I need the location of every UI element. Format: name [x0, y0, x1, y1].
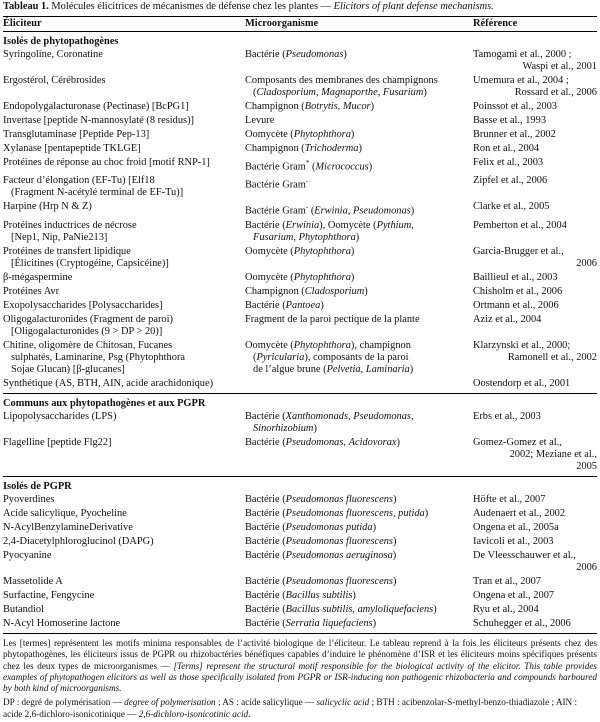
elicitor-cell	[3, 494, 245, 506]
table-row	[3, 314, 597, 338]
gram-sign: -	[305, 177, 309, 186]
microorganism-cell	[245, 508, 473, 520]
cell-line: Bactérie (Pseudomonas fluorescens)	[245, 575, 397, 587]
taxon-name: subtilis	[322, 603, 353, 615]
footnote-text: Les [termes] représentent les motifs minima responsables de l’activité biologique de l’éliciteur. Le tableau reprend à la fois les éliciteurs présents chez des phytopathogènes, les éliciteurs issus de PGPR ou rhizobactéries bénéfiques capables d’induire le phénomène d’ISR et les éliciteurs moins spécifiques présents chez les deux types de microorganismes — [Terms] represent the structural motif responsible for the biological activity of the elicitor. This table provides examples of phytopathogen elicitors as well as those specifically isolated from PGPR or ISR-inducing non pathogenic rhizobacteria and compounds harboured by both kind of microorganisms.	[3, 637, 597, 694]
taxon-name: putida	[398, 507, 425, 519]
reference-cell	[473, 604, 597, 616]
cell-line: Syringoline, Coronatine	[3, 49, 103, 60]
cell-line: Surfactine, Fengycine	[3, 589, 95, 601]
cell-line: Exopolysaccharides [Polysaccharides]	[3, 299, 163, 311]
caption-label: Tableau 1.	[3, 1, 49, 12]
cell-line: Poinssot et al., 2003	[473, 101, 557, 112]
abbreviations-text: DP : degré de polymérisation — degree of polymerisation ; AS : acide salicylique — salicyclic acid ; BTH : acibenzolar-S-methyl-benzo-thiadiazole ; AIN : acide 2,6-dichloro-isonicotinique — 2,6-dichloro-isonicotinic acid.	[3, 697, 578, 719]
elicitor-cell	[3, 49, 245, 73]
elicitor-cell	[3, 300, 245, 312]
cell-line: Bactérie (Serratia liquefaciens)	[245, 617, 377, 629]
cell-line: Bactérie Gram* (Micrococcus)	[245, 159, 373, 173]
elicitor-cell	[3, 75, 245, 99]
microorganism-cell	[245, 576, 473, 588]
elicitor-cell	[3, 157, 245, 173]
cell-line: Champignon (Trichoderma)	[245, 143, 362, 154]
microorganism-cell	[245, 272, 473, 284]
table-row	[3, 340, 597, 376]
elicitor-cell	[3, 246, 245, 270]
taxon-name: fluorescens	[346, 493, 393, 505]
reference-cell	[473, 550, 597, 574]
header-microorganism: Microorganisme	[245, 18, 319, 29]
cell-line: Iavicoli et al., 2003	[473, 535, 554, 547]
reference-cell	[473, 378, 597, 390]
table-row	[3, 590, 597, 602]
footnote-english: [Terms] represent the structural motif responsible for the biological activity of the elicitor. This table provides examples of phytopathogen elicitors as well as those specifically isolated from PGPR or ISR-inducing non pathogenic rhizobacteria and compounds harboured by both kind of microorganisms.	[3, 660, 597, 694]
cell-line: 2005	[576, 460, 597, 472]
taxon-name: Cladosporium	[256, 87, 316, 98]
microorganism-cell	[245, 246, 473, 270]
taxon-name: Sinorhizobium	[253, 422, 314, 434]
cell-line: Oostendorp et al., 2001	[473, 377, 571, 389]
header-elicitor: Éliciteur	[3, 18, 42, 29]
microorganism-cell	[245, 314, 473, 338]
cell-line: Facteur d’élongation (EF-Tu) [Elf18	[3, 175, 155, 187]
cell-line: [Oligogalacturonides (9 > DP > 20)]	[11, 325, 163, 337]
reference-cell	[473, 157, 597, 173]
cell-line: Klarzynski et al., 2000;	[473, 339, 571, 351]
cell-line: Baillieul et al., 2003	[473, 271, 558, 283]
elicitor-cell	[3, 590, 245, 602]
taxon-name: putida	[346, 521, 373, 533]
cell-line: Bactérie (Pseudomonas, Acidovorax)	[245, 436, 400, 448]
microorganism-cell	[245, 201, 473, 217]
taxon-name: Pseudomonas	[285, 549, 344, 561]
reference-cell	[473, 437, 597, 473]
cell-line: Ergostérol, Cérébrosides	[3, 75, 106, 86]
table-row	[3, 220, 597, 244]
cell-line: Massetolide A	[3, 575, 63, 587]
cell-line: Bactérie (Pseudomonas putida)	[245, 521, 377, 533]
microorganism-cell	[245, 220, 473, 244]
cell-line: Bactérie (Bacillus subtilis, amyloliquefaciens)	[245, 603, 437, 615]
elicitor-cell	[3, 437, 245, 473]
cell-line: sulphatés, Laminarine, Psg (Phytophthora	[11, 351, 186, 363]
elicitor-cell	[3, 175, 245, 199]
table-row	[3, 129, 597, 141]
section-title: Isolés de phytopathogènes	[3, 36, 119, 47]
table-row	[3, 49, 597, 73]
cell-line: Ongena et al., 2007	[473, 589, 555, 601]
cell-line: Bactérie Gram- (Erwinia, Pseudomonas)	[245, 203, 415, 217]
cell-line: Protéines inductrices de nécrose	[3, 219, 137, 231]
cell-line: Sojae Glucan) [β-glucanes]	[11, 363, 125, 375]
table-row	[3, 618, 597, 630]
cell-line: Pemberton et al., 2004	[473, 219, 567, 231]
reference-cell	[473, 576, 597, 588]
taxon-name: Pseudomonas	[285, 493, 344, 505]
cell-line: Bactérie (Pseudomonas aeruginosa)	[245, 549, 397, 561]
table-row	[3, 378, 597, 390]
cell-line: Endopolygalacturonase (Pectinase) [BcPG1]	[3, 101, 189, 112]
reference-cell	[473, 300, 597, 312]
elicitor-cell	[3, 286, 245, 298]
taxon-name: Micrococcus	[315, 161, 369, 173]
microorganism-cell	[245, 143, 473, 155]
cell-line: Ron et al., 2004	[473, 143, 540, 154]
table-row	[3, 75, 597, 99]
taxon-name: subtilis	[322, 589, 353, 601]
table-document	[3, 0, 597, 720]
microorganism-cell	[245, 590, 473, 602]
cell-line: de l’algue brune (Pelvetia, Laminaria)	[253, 363, 414, 375]
cell-line: Schuhegger et al., 2006	[473, 617, 571, 629]
taxon-name: Phytophthora	[293, 245, 351, 257]
taxon-name: Bacillus	[285, 603, 320, 615]
cell-line: Bactérie (Pantoea)	[245, 299, 324, 311]
table-row	[3, 272, 597, 284]
microorganism-cell	[245, 175, 473, 199]
reference-cell	[473, 175, 597, 199]
cell-line: Bactérie Gram-	[245, 177, 309, 191]
table-row	[3, 201, 597, 217]
table-row	[3, 411, 597, 435]
cell-line: Lipopolysaccharides (LPS)	[3, 410, 117, 422]
cell-line: 2,4-Diacetylphloroglucinol (DAPG)	[3, 535, 154, 547]
cell-line: Invertase [peptide N-mannosylaté (8 residus)]	[3, 115, 195, 126]
cell-line: Bactérie (Bacillus subtilis)	[245, 589, 356, 601]
microorganism-cell	[245, 536, 473, 548]
elicitor-cell	[3, 272, 245, 284]
cell-line: Bactérie (Xanthomonads, Pseudomonas,	[245, 410, 414, 422]
reference-cell	[473, 246, 597, 270]
elicitor-cell	[3, 115, 245, 127]
taxon-name: Pseudomonas	[352, 205, 411, 217]
cell-line: Bactérie (Pseudomonas fluorescens, putida)	[245, 507, 429, 519]
reference-cell	[473, 75, 597, 99]
microorganism-cell	[245, 411, 473, 435]
reference-cell	[473, 411, 597, 435]
cell-line: Flagelline [peptide Flg22]	[3, 436, 112, 448]
reference-cell	[473, 272, 597, 284]
cell-line: Gomez-Gomez et al.,	[473, 436, 562, 448]
taxon-name: Acidovorax	[348, 436, 397, 448]
taxon-name: Pseudomonas	[353, 410, 411, 422]
table-row	[3, 175, 597, 199]
table-row	[3, 536, 597, 548]
cell-line: Protéines de transfert lipidique	[3, 245, 131, 257]
cell-line: Acide salicylique, Pyocheline	[3, 507, 127, 519]
cell-line: N-Acyl Homoserine lactone	[3, 617, 121, 629]
table-row	[3, 157, 597, 173]
cell-line: De Vleesschauwer et al.,	[473, 549, 576, 561]
reference-cell	[473, 494, 597, 506]
microorganism-cell	[245, 378, 473, 390]
cell-line: Bactérie (Pseudomonas fluorescens)	[245, 493, 397, 505]
elicitor-cell	[3, 411, 245, 435]
microorganism-cell	[245, 157, 473, 173]
taxon-name: amyloliquefaciens	[357, 603, 434, 615]
cell-line: Bactérie (Erwinia), Oomycète (Pythium,	[245, 219, 414, 231]
elicitor-cell	[3, 576, 245, 588]
table-row	[3, 550, 597, 574]
cell-line: Sinorhizobium)	[253, 422, 317, 434]
cell-line: Transglutaminase [Peptide Pep-13]	[3, 129, 150, 140]
cell-line: Chisholm et al., 2006	[473, 285, 563, 297]
cell-line: Umemura et al., 2004 ;	[473, 75, 569, 86]
microorganism-cell	[245, 522, 473, 534]
cell-line: Rossard et al., 2006	[514, 87, 597, 98]
microorganism-cell	[245, 75, 473, 99]
cell-line: Erbs et al., 2003	[473, 410, 541, 422]
reference-cell	[473, 201, 597, 217]
cell-line: (Cladosporium, Magnaporthe, Fusarium)	[253, 87, 427, 98]
table-row	[3, 115, 597, 127]
taxon-name: Pseudomonas	[285, 575, 344, 587]
reference-cell	[473, 522, 597, 534]
cell-line: Ramonell et al., 2002	[507, 351, 597, 363]
cell-line: Pyoverdines	[3, 493, 55, 505]
cell-line: β-mégaspermine	[3, 271, 73, 283]
cell-line: Champignon (Cladosporium)	[245, 285, 368, 297]
cell-line: [Nep1, Nip, PaNie213]	[11, 231, 108, 243]
elicitor-cell	[3, 314, 245, 338]
table-row	[3, 286, 597, 298]
taxon-name: Mucor	[342, 101, 371, 112]
cell-line: (Fragment N-acétylé terminal de EF-Tu)]	[11, 187, 184, 199]
microorganism-cell	[245, 604, 473, 616]
cell-line: Oomycète (Phytophthora), champignon	[245, 339, 411, 351]
cell-line: 2006	[576, 561, 597, 573]
cell-line: Basse et al., 1993	[473, 115, 547, 126]
taxon-name: Magnaporthe	[321, 87, 378, 98]
taxon-name: Laminaria	[365, 363, 410, 375]
table-row	[3, 437, 597, 473]
microorganism-cell	[245, 286, 473, 298]
table-row	[3, 522, 597, 534]
taxon-name: aeruginosa	[346, 549, 393, 561]
cell-line: Oomycète (Phytophthora)	[245, 129, 355, 140]
taxon-name: Pseudomonas	[285, 507, 344, 519]
section-title: Communs aux phytopathogènes et aux PGPR	[3, 397, 206, 409]
cell-line: Clarke et al., 2005	[473, 201, 550, 213]
reference-cell	[473, 590, 597, 602]
cell-line: Ryu et al., 2004	[473, 603, 539, 615]
reference-cell	[473, 314, 597, 338]
elicitor-cell	[3, 129, 245, 141]
header-rule	[3, 31, 597, 32]
microorganism-cell	[245, 101, 473, 113]
reference-cell	[473, 220, 597, 244]
cell-line: 2002; Meziane et al.,	[509, 448, 597, 460]
reference-cell	[473, 129, 597, 141]
elicitor-cell	[3, 522, 245, 534]
cell-line: N-AcylBenzylamineDerivative	[3, 521, 133, 533]
taxon-name: Serratia	[285, 617, 320, 629]
cell-line: Felix et al., 2003	[473, 157, 544, 168]
reference-cell	[473, 143, 597, 155]
cell-line: (Pyricularia), composants de la paroi	[253, 351, 409, 363]
cell-line: Bactérie (Pseudomonas fluorescens)	[245, 535, 397, 547]
cell-line: Protéines Avr	[3, 285, 60, 297]
taxon-name: fluorescens	[346, 535, 393, 547]
cell-line: Pyocyanine	[3, 549, 52, 561]
table-caption	[3, 0, 597, 16]
section-divider	[3, 393, 597, 394]
reference-cell	[473, 340, 597, 376]
cell-line: Levure	[245, 115, 275, 126]
cell-line: Protéines de réponse au choc froid [motif RNP-1]	[3, 157, 210, 168]
taxon-name: Phytophthora	[298, 231, 356, 243]
cell-line: Harpine (Hrp N & Z)	[3, 201, 92, 213]
table-footnote	[3, 638, 597, 694]
cell-line: Audenaert et al., 2002	[473, 507, 566, 519]
taxon-name: Trichoderma	[304, 143, 359, 154]
elicitor-cell	[3, 101, 245, 113]
taxon-name: Erwinia	[314, 205, 348, 217]
table-row	[3, 494, 597, 506]
microorganism-cell	[245, 300, 473, 312]
cell-line: Zipfel et al., 2006	[473, 175, 548, 187]
table-header	[3, 17, 597, 31]
cell-line: [Élicitines (Cryptogéine, Capsicéine)]	[11, 257, 169, 269]
table-row	[3, 508, 597, 520]
elicitor-cell	[3, 143, 245, 155]
cell-line: Butandiol	[3, 603, 44, 615]
abbrev-english: salicyclic acid	[316, 697, 372, 708]
microorganism-cell	[245, 494, 473, 506]
cell-line: Oomycète (Phytophthora)	[245, 271, 355, 283]
cell-line: Bactérie (Pseudomonas)	[245, 49, 347, 60]
taxon-name: Pseudomonas	[285, 49, 344, 60]
reference-cell	[473, 508, 597, 520]
gram-sign: -	[305, 203, 309, 212]
taxon-name: Pantoea	[285, 299, 321, 311]
reference-cell	[473, 536, 597, 548]
abbrev-english: 2,6-dichloro-isonicotinic acid	[138, 708, 249, 719]
table-row	[3, 246, 597, 270]
cell-line: Brunner et al., 2002	[473, 129, 556, 140]
cell-line: Champignon (Botrytis, Mucor)	[245, 101, 375, 112]
cell-line: Aziz et al., 2004	[473, 313, 542, 325]
elicitor-cell	[3, 550, 245, 574]
taxon-name: Pythium	[376, 219, 412, 231]
taxon-name: Phytophthora	[293, 129, 351, 140]
microorganism-cell	[245, 618, 473, 630]
taxon-name: Erwinia	[285, 219, 320, 231]
cell-line: Chitine, oligomère de Chitosan, Fucanes	[3, 339, 173, 351]
cell-line: Höfte et al., 2007	[473, 493, 546, 505]
abbreviations-note	[3, 697, 597, 720]
microorganism-cell	[245, 437, 473, 473]
cell-line: Fusarium, Phytophthora)	[253, 231, 360, 243]
cell-line: Tran et al., 2007	[473, 575, 542, 587]
table-row	[3, 300, 597, 312]
taxon-name: Fusarium	[253, 231, 294, 243]
taxon-name: Fusarium	[382, 87, 424, 98]
taxon-name: fluorescens	[346, 575, 393, 587]
cell-line: Composants des membranes des champignons	[245, 75, 438, 86]
section-title: Isolés de PGPR	[3, 480, 72, 492]
caption-text: Molécules élicitrices de mécanismes de défense chez les plantes —	[48, 1, 334, 12]
elicitor-cell	[3, 220, 245, 244]
caption-text-en: Elicitors of plant defense mechanisms.	[333, 1, 494, 12]
microorganism-cell	[245, 129, 473, 141]
reference-cell	[473, 49, 597, 73]
table-body	[3, 36, 597, 630]
cell-line: Synthétique (AS, BTH, AIN, acide arachidonique)	[3, 377, 214, 389]
bottom-rule	[3, 633, 597, 634]
elicitor-cell	[3, 508, 245, 520]
microorganism-cell	[245, 49, 473, 73]
gram-sign: *	[305, 159, 310, 167]
table-row	[3, 576, 597, 588]
cell-line: Oomycète (Phytophthora)	[245, 245, 355, 257]
microorganism-cell	[245, 115, 473, 127]
elicitor-cell	[3, 201, 245, 217]
taxon-name: Xanthomonads	[285, 410, 349, 422]
taxon-name: Pseudomonas	[285, 535, 344, 547]
taxon-name: Pelvetia	[326, 363, 361, 375]
taxon-name: Phytophthora	[293, 339, 351, 351]
cell-line: Tamogami et al., 2000 ;	[473, 49, 572, 60]
taxon-name: Pseudomonas	[285, 521, 344, 533]
taxon-name: Pyricularia	[256, 351, 305, 363]
cell-line: Garcia-Brugger et al.,	[473, 245, 564, 257]
taxon-name: Botrytis	[304, 101, 338, 112]
reference-cell	[473, 101, 597, 113]
header-reference: Référence	[473, 18, 518, 29]
table-row	[3, 143, 597, 155]
abbrev-english: degree of polymerisation	[124, 697, 218, 708]
taxon-name: fluorescens	[346, 507, 393, 519]
elicitor-cell	[3, 536, 245, 548]
taxon-name: Cladosporium	[304, 285, 365, 297]
table-row	[3, 101, 597, 113]
reference-cell	[473, 618, 597, 630]
elicitor-cell	[3, 618, 245, 630]
cell-line: Xylanase [pentapeptide TKLGE]	[3, 143, 141, 154]
reference-cell	[473, 115, 597, 127]
taxon-name: Bacillus	[285, 589, 320, 601]
taxon-name: liquefaciens	[322, 617, 373, 629]
cell-line: Waspi et al., 2001	[522, 61, 597, 72]
taxon-name: Pseudomonas	[285, 436, 344, 448]
elicitor-cell	[3, 340, 245, 376]
elicitor-cell	[3, 604, 245, 616]
microorganism-cell	[245, 340, 473, 376]
cell-line: Oligogalacturonides (Fragment de paroi)	[3, 313, 173, 325]
cell-line: Ongena et al., 2005a	[473, 521, 559, 533]
cell-line: Fragment de la paroi pectique de la plante	[245, 313, 420, 325]
taxon-name: Phytophthora	[293, 271, 351, 283]
microorganism-cell	[245, 550, 473, 574]
table-row	[3, 604, 597, 616]
cell-line: Ortmann et al., 2006	[473, 299, 559, 311]
reference-cell	[473, 286, 597, 298]
cell-line: 2006	[576, 257, 597, 269]
elicitor-cell	[3, 378, 245, 390]
section-divider	[3, 476, 597, 477]
